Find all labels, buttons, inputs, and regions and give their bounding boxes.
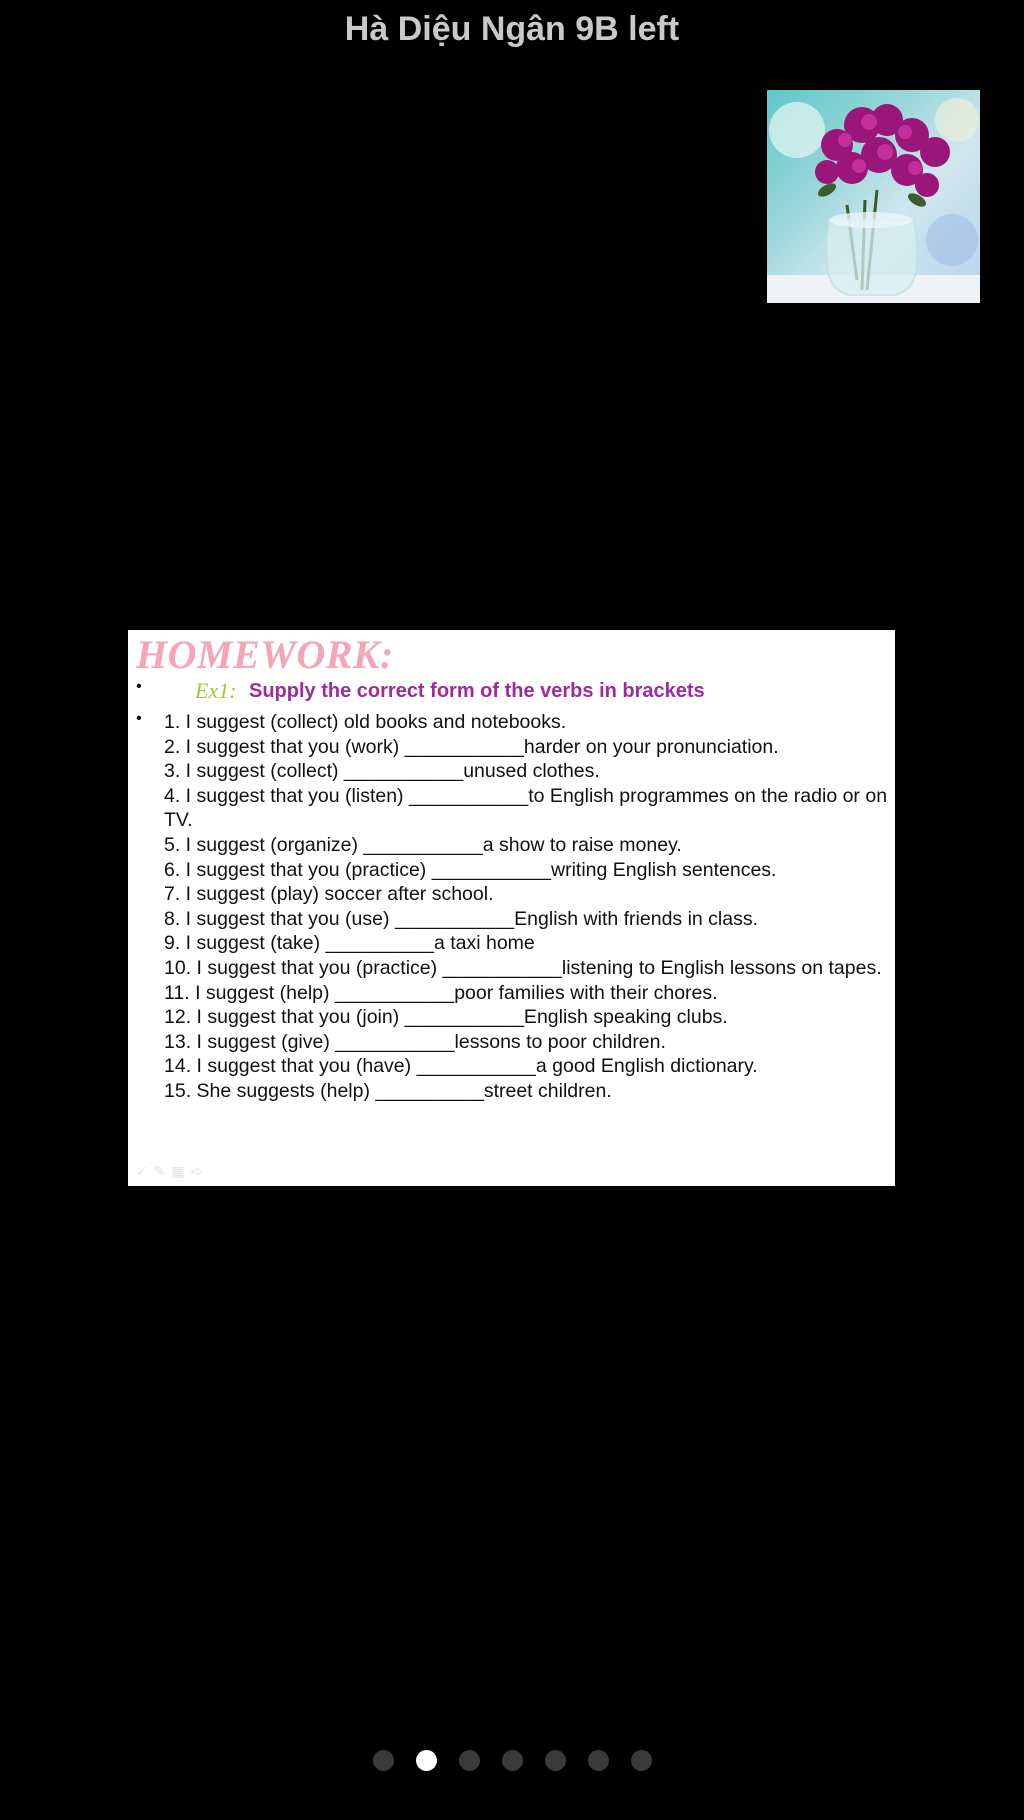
page-dot[interactable] bbox=[588, 1750, 609, 1771]
shared-slide bbox=[128, 630, 895, 1186]
page-indicator[interactable] bbox=[0, 1750, 1024, 1771]
page-dot[interactable] bbox=[373, 1750, 394, 1771]
list-item: 15. She suggests (help) __________street children. bbox=[164, 1079, 612, 1102]
list-item: 1. I suggest (collect) old books and notebooks. bbox=[164, 711, 567, 733]
list-item: 7. I suggest (play) soccer after school. bbox=[164, 883, 494, 906]
slide-toolbar-faded: ✓✎▦➪ bbox=[136, 1163, 209, 1179]
list-item: 6. I suggest that you (practice) ___________writing English sentences. bbox=[164, 858, 777, 881]
bullet-icon: • bbox=[136, 678, 142, 695]
list-item: 8. I suggest that you (use) ___________English with friends in class. bbox=[164, 907, 759, 930]
list-item: 12. I suggest that you (join) ___________English speaking clubs. bbox=[164, 1006, 728, 1029]
participant-video-thumbnail[interactable] bbox=[767, 90, 980, 303]
list-item: 11. I suggest (help) ___________poor families with their chores. bbox=[164, 981, 718, 1004]
page-dot[interactable] bbox=[459, 1750, 480, 1771]
page-dot[interactable] bbox=[502, 1750, 523, 1771]
exercise-label: Ex1: bbox=[195, 678, 237, 703]
flower-vase-icon bbox=[767, 90, 980, 303]
list-item: 13. I suggest (give) ___________lessons to poor children. bbox=[164, 1030, 666, 1053]
bullet-icon: • bbox=[136, 710, 142, 727]
list-item: 4. I suggest that you (listen) ___________to English programmes on the radio or on TV. bbox=[164, 784, 888, 832]
page-dot[interactable] bbox=[631, 1750, 652, 1771]
page-dot[interactable] bbox=[545, 1750, 566, 1771]
list-item: 9. I suggest (take) __________a taxi home bbox=[164, 932, 535, 955]
exercise-list bbox=[164, 710, 889, 1104]
exercise-heading bbox=[128, 678, 895, 706]
list-item: 10. I suggest that you (practice) ___________listening to English lessons on tapes. bbox=[164, 956, 882, 979]
list-item: 14. I suggest that you (have) ___________a good English dictionary. bbox=[164, 1055, 758, 1078]
page-dot[interactable] bbox=[416, 1750, 437, 1771]
slide-title: HOMEWORK: bbox=[136, 632, 394, 677]
list-item: 2. I suggest that you (work) ___________harder on your pronunciation. bbox=[164, 735, 779, 758]
participant-left-notice: Hà Diệu Ngân 9B left bbox=[344, 10, 680, 48]
exercise-instruction: Supply the correct form of the verbs in brackets bbox=[249, 680, 705, 702]
list-item: 5. I suggest (organize) ___________a show to raise money. bbox=[164, 833, 682, 856]
list-item: 3. I suggest (collect) ___________unused clothes. bbox=[164, 760, 600, 783]
